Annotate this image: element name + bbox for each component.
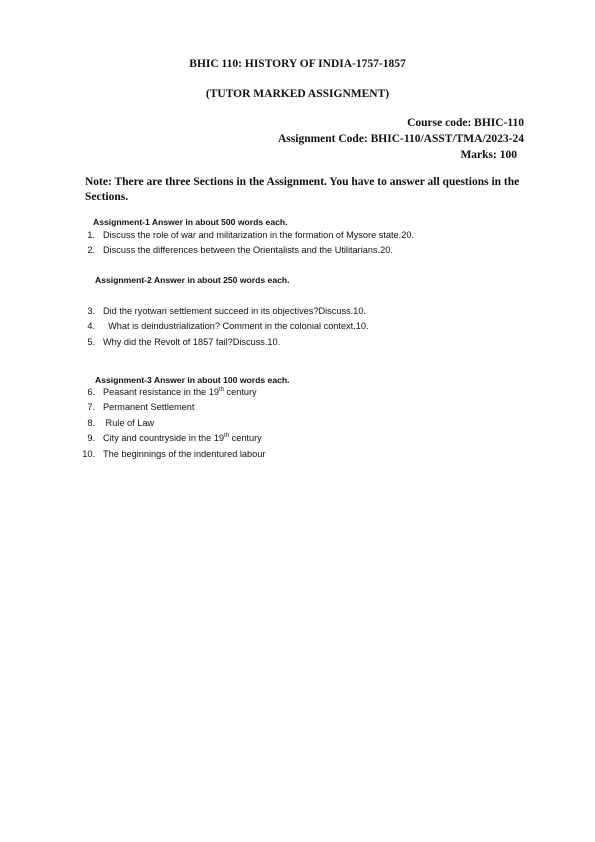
list-item: 3. Did the ryotwari settlement succeed in its objectives?Discuss.10.: [87, 306, 366, 316]
list-item: 6. Peasant resistance in the 19th century: [87, 386, 257, 397]
list-item: 9. City and countryside in the 19th century: [87, 432, 262, 443]
marks: Marks: 100: [460, 149, 517, 161]
list-item: 10. The beginnings of the indentured labour: [82, 449, 266, 459]
section-heading-2: Assignment-2 Answer in about 250 words each.: [95, 275, 290, 285]
instruction-note: Note: There are three Sections in the Assignment. You have to answer all questions in the Sections.: [85, 176, 520, 203]
course-code: Course code: BHIC-110: [407, 117, 524, 129]
list-item: 4. What is deindustrialization? Comment in the colonial context.10.: [87, 321, 369, 331]
document-subtitle: (TUTOR MARKED ASSIGNMENT): [205, 88, 390, 100]
list-item: 5. Why did the Revolt of 1857 fail?Discuss.10.: [87, 337, 281, 347]
list-item: 7. Permanent Settlement: [87, 402, 195, 412]
assignment-code: Assignment Code: BHIC-110/ASST/TMA/2023-24: [278, 133, 524, 145]
section-heading-3: Assignment-3 Answer in about 100 words each.: [95, 375, 290, 385]
list-item: 2. Discuss the differences between the Orientalists and the Utilitarians.20.: [87, 245, 393, 255]
list-item: 8. Rule of Law: [87, 418, 155, 428]
section-heading-1: Assignment-1 Answer in about 500 words each.: [93, 217, 288, 227]
list-item: 1. Discuss the role of war and militarization in the formation of Mysore state.20.: [87, 230, 414, 240]
document-title: BHIC 110: HISTORY OF INDIA-1757-1857: [189, 58, 406, 70]
